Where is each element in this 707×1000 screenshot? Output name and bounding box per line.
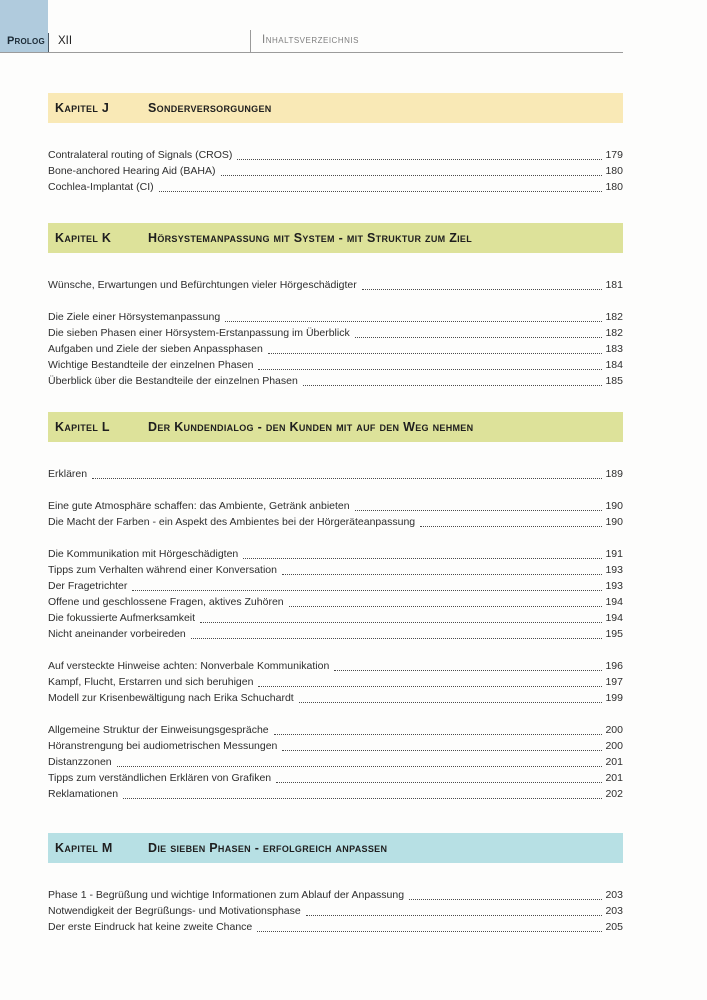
dotted-leader [200,622,602,623]
toc-entry-page: 193 [605,564,623,576]
toc-entry [48,498,623,514]
dotted-leader [409,899,602,900]
dotted-leader [237,159,602,160]
dotted-leader [355,510,603,511]
chapter-title: Die sieben Phasen - erfolgreich anpassen [148,841,388,855]
toc-entry-page: 180 [605,165,623,177]
toc-entry-title: Die Macht der Farben - ein Aspekt des Ambientes bei der Hörgeräteanpassung [48,516,416,528]
toc-entry-title: Bone-anchored Hearing Aid (BAHA) [48,165,216,177]
toc-entry [48,594,623,610]
toc-entry [48,514,623,530]
toc-entry [48,163,623,179]
toc-entry-page: 201 [605,756,623,768]
dotted-leader [123,798,602,799]
toc-entry-page: 182 [605,311,623,323]
toc-entry-page: 181 [605,279,623,291]
toc-entry [48,770,623,786]
toc-entry-page: 200 [605,724,623,736]
toc-entry [48,690,623,706]
chapter-title: Sonderversorgungen [148,101,272,115]
toc-entry [48,738,623,754]
toc-entry-title: Die fokussierte Aufmerksamkeit [48,612,196,624]
toc-entry [48,658,623,674]
toc-entry-page: 191 [605,548,623,560]
dotted-leader [362,289,603,290]
dotted-leader [132,590,602,591]
toc-entry-page: 190 [605,500,623,512]
toc-entry-page: 203 [605,905,623,917]
toc-entry [48,786,623,802]
dotted-leader [274,734,603,735]
toc-entry-page: 201 [605,772,623,784]
toc-entry-page: 190 [605,516,623,528]
chapter-title: Der Kundendialog - den Kunden mit auf den Weg nehmen [148,420,474,434]
toc-entry [48,562,623,578]
toc-entry [48,373,623,389]
dotted-leader [276,782,602,783]
toc-entry [48,578,623,594]
chapter-section-L [48,412,623,802]
dotted-leader [92,478,602,479]
toc-entry-title: Wünsche, Erwartungen und Befürchtungen vieler Hörgeschädigter [48,279,357,291]
chapter-label: Kapitel L [55,420,110,434]
toc-entry-page: 194 [605,596,623,608]
toc-entry-title: Der Fragetrichter [48,580,128,592]
toc-entry [48,919,623,935]
header-title: Inhaltsverzeichnis [262,34,359,46]
chapter-section-M [48,833,623,935]
toc-entry-title: Wichtige Bestandteile der einzelnen Phasen [48,359,254,371]
toc-entry-page: 196 [605,660,623,672]
dotted-leader [355,337,603,338]
toc-entry-page: 185 [605,375,623,387]
dotted-leader [225,321,602,322]
dotted-leader [159,191,603,192]
toc-entry-page: 197 [605,676,623,688]
dotted-leader [303,385,603,386]
toc-entry [48,626,623,642]
toc-entry-title: Überblick über die Bestandteile der einzelnen Phasen [48,375,298,387]
toc-entry-title: Höranstrengung bei audiometrischen Messungen [48,740,278,752]
dotted-leader [117,766,603,767]
dotted-leader [258,369,602,370]
toc-entry-title: Offene und geschlossene Fragen, aktives Zuhören [48,596,284,608]
toc-entry-title: Die Kommunikation mit Hörgeschädigten [48,548,239,560]
toc-entry-page: 183 [605,343,623,355]
chapter-section-J [48,93,623,195]
dotted-leader [268,353,603,354]
toc-entry-title: Cochlea-Implantat (CI) [48,181,154,193]
toc-entry [48,546,623,562]
dotted-leader [282,750,602,751]
dotted-leader [420,526,602,527]
toc-entry-title: Nicht aneinander vorbeireden [48,628,186,640]
toc-entry-group [48,147,623,195]
toc-entry-title: Notwendigkeit der Begrüßungs- und Motivationsphase [48,905,301,917]
toc-entry-title: Tipps zum verständlichen Erklären von Grafiken [48,772,272,784]
toc-entry-title: Der erste Eindruck hat keine zweite Chance [48,921,253,933]
toc-entry-group [48,887,623,935]
toc-entry-page: 194 [605,612,623,624]
toc-entry [48,277,623,293]
toc-entry-title: Die Ziele einer Hörsystemanpassung [48,311,221,323]
toc-entry [48,325,623,341]
toc-entry [48,610,623,626]
toc-entry [48,179,623,195]
header-title-divider [250,30,251,52]
toc-entry-page: 203 [605,889,623,901]
chapter-title: Hörsystemanpassung mit System - mit Struktur zum Ziel [148,231,473,245]
toc-entry-group [48,722,623,802]
toc-entry-page: 202 [605,788,623,800]
header-tab-divider [48,33,49,52]
chapter-label: Kapitel K [55,231,112,245]
toc-entry-page: 205 [605,921,623,933]
chapter-bar-K [48,223,623,253]
prolog-tab-label: Prolog [7,35,45,47]
page-number: XII [58,35,73,47]
toc-entry [48,754,623,770]
toc-entry-group [48,277,623,293]
toc-entry-page: 195 [605,628,623,640]
dotted-leader [258,686,602,687]
toc-entry-title: Die sieben Phasen einer Hörsystem-Erstanpassung im Überblick [48,327,350,339]
dotted-leader [257,931,602,932]
toc-entry-title: Reklamationen [48,788,119,800]
dotted-leader [334,670,602,671]
toc-entry-title: Phase 1 - Begrüßung und wichtige Informationen zum Ablauf der Anpassung [48,889,405,901]
toc-entry-title: Kampf, Flucht, Erstarren und sich beruhigen [48,676,254,688]
dotted-leader [221,175,603,176]
toc-entry-title: Eine gute Atmosphäre schaffen: das Ambiente, Getränk anbieten [48,500,350,512]
toc-entry [48,674,623,690]
toc-entry-group [48,546,623,642]
toc-entry-group [48,466,623,482]
toc-entry [48,722,623,738]
toc-entry-page: 199 [605,692,623,704]
dotted-leader [306,915,603,916]
toc-entry-group [48,658,623,706]
dotted-leader [243,558,602,559]
prolog-tab [0,0,48,52]
toc-entry-title: Erklären [48,468,88,480]
chapter-section-K [48,223,623,389]
toc-entry-title: Aufgaben und Ziele der sieben Anpassphasen [48,343,263,355]
toc-entry [48,147,623,163]
toc-entry-group [48,309,623,389]
toc-entry-title: Allgemeine Struktur der Einweisungsgespräche [48,724,269,736]
chapter-bar-M [48,833,623,863]
chapter-bar-J [48,93,623,123]
toc-content [48,52,623,935]
toc-entry-title: Tipps zum Verhalten während einer Konversation [48,564,277,576]
toc-entry-title: Auf versteckte Hinweise achten: Nonverbale Kommunikation [48,660,330,672]
toc-entry-page: 200 [605,740,623,752]
toc-entry-page: 184 [605,359,623,371]
toc-entry-page: 180 [605,181,623,193]
toc-entry [48,466,623,482]
toc-entry-page: 179 [605,149,623,161]
toc-entry-page: 182 [605,327,623,339]
toc-entry-title: Contralateral routing of Signals (CROS) [48,149,233,161]
toc-entry-page: 193 [605,580,623,592]
dotted-leader [191,638,603,639]
toc-entry [48,903,623,919]
dotted-leader [289,606,603,607]
toc-entry-group [48,498,623,530]
toc-entry-page: 189 [605,468,623,480]
chapter-label: Kapitel M [55,841,113,855]
toc-entry-title: Distanzzonen [48,756,112,768]
chapter-label: Kapitel J [55,101,110,115]
toc-entry [48,887,623,903]
chapter-bar-L [48,412,623,442]
toc-entry [48,357,623,373]
toc-entry-title: Modell zur Krisenbewältigung nach Erika Schuchardt [48,692,294,704]
dotted-leader [282,574,602,575]
toc-entry [48,341,623,357]
toc-entry [48,309,623,325]
dotted-leader [299,702,603,703]
